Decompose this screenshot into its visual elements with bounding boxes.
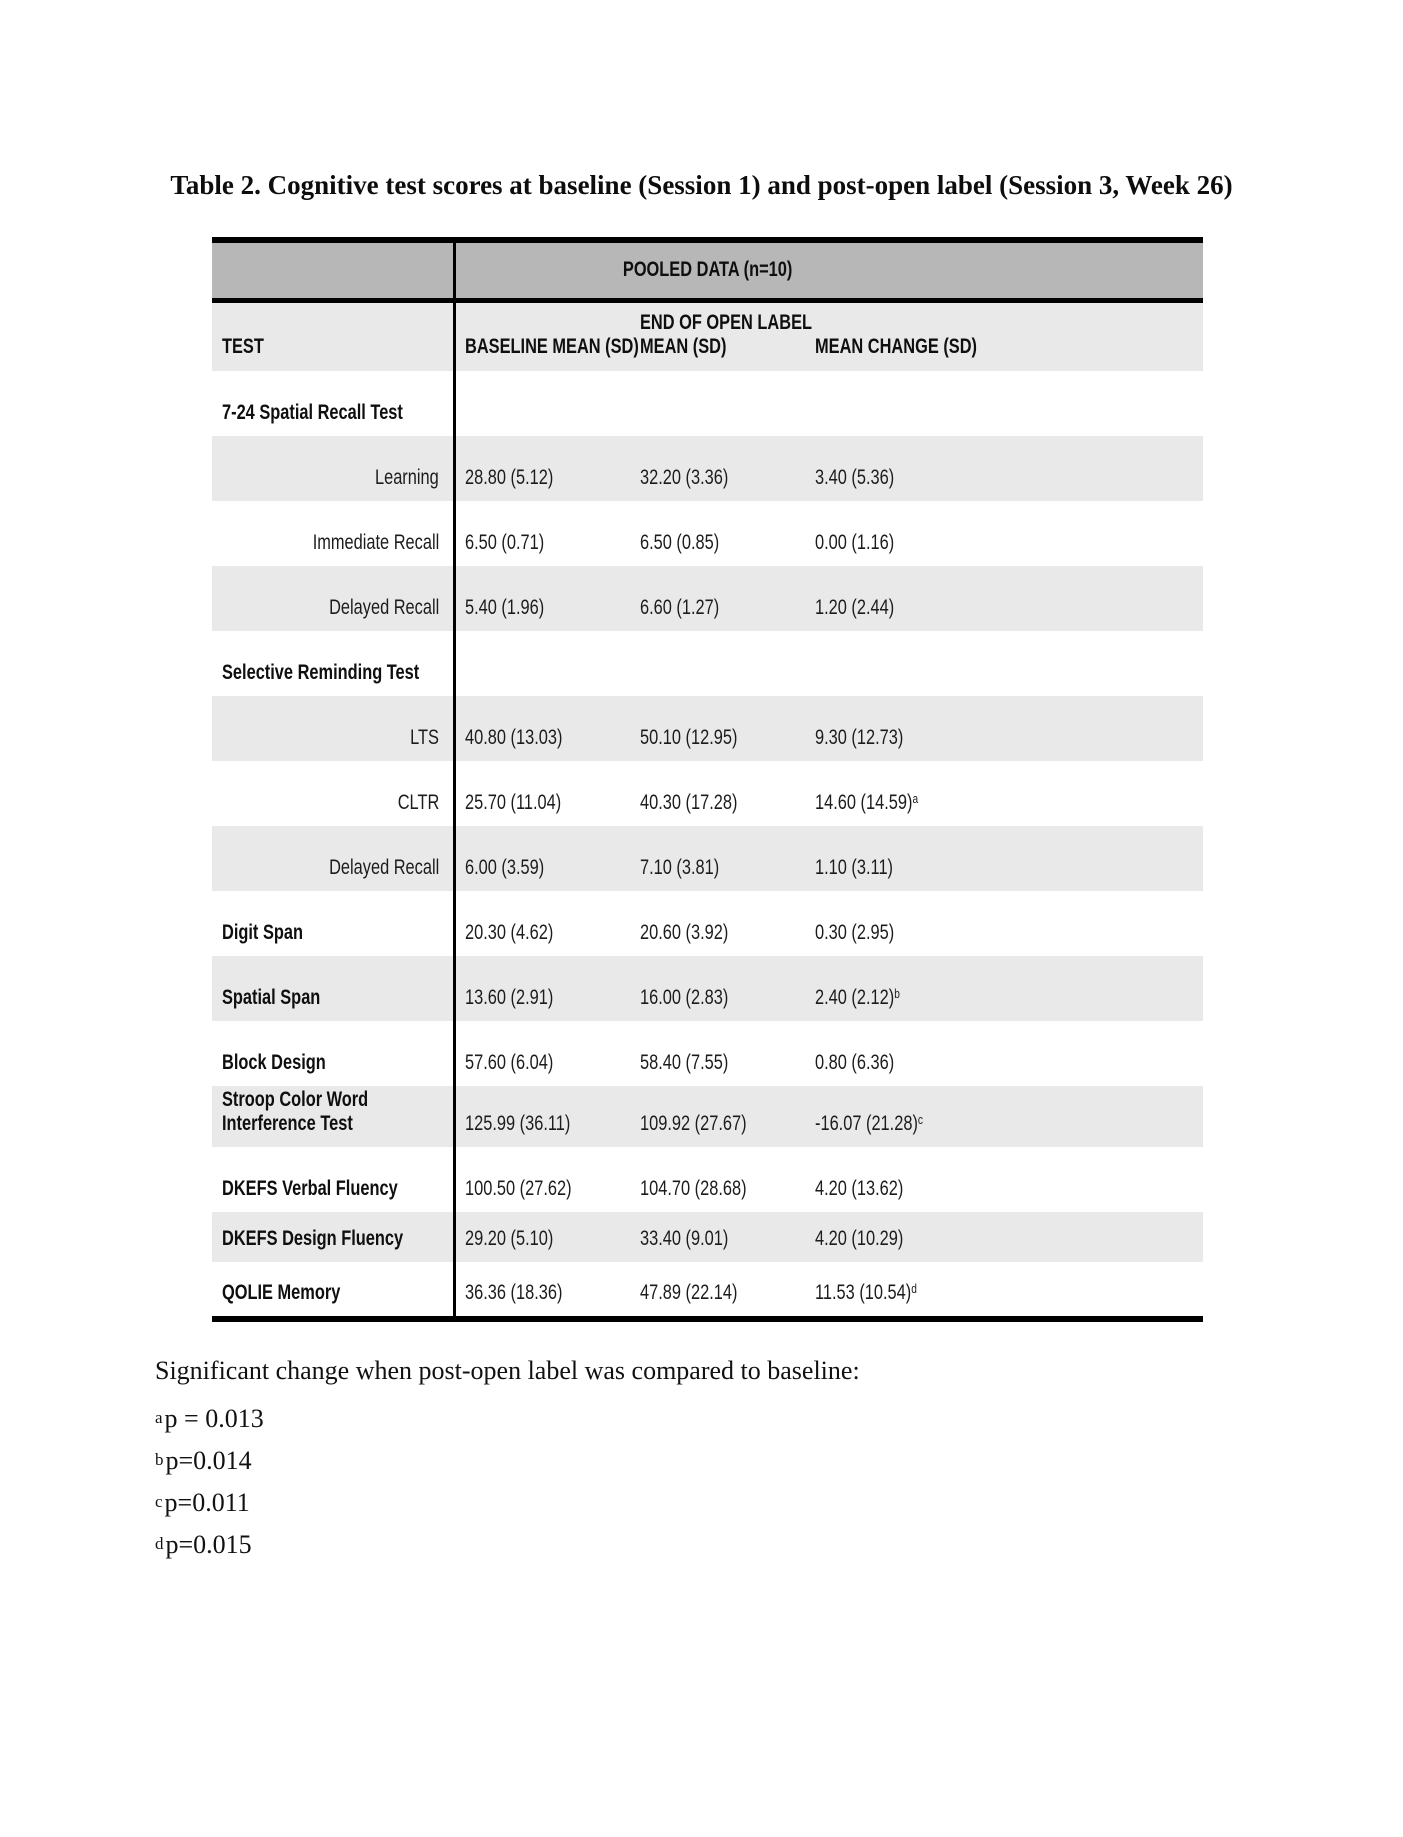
cognitive-scores-table: [212, 237, 1203, 1322]
baseline-value: 20.30 (4.62): [465, 920, 554, 944]
table-row: [212, 566, 1203, 631]
end-of-open-label-value-cell: [628, 956, 803, 1021]
mean-change-value: 1.20 (2.44): [815, 595, 895, 619]
end-of-open-label-value: 47.89 (22.14): [640, 1280, 738, 1304]
baseline-value-cell: [453, 761, 628, 826]
test-sub-label: Delayed Recall: [328, 855, 439, 879]
baseline-value-cell: [453, 1086, 628, 1147]
mean-change-value: 14.60 $(14.59)^a$: [815, 790, 919, 814]
table-row: [212, 891, 1203, 956]
test-label-cell: [212, 891, 453, 956]
test-label-cell: [212, 1262, 453, 1316]
mean-change-value-cell: [803, 1147, 1203, 1212]
column-divider-line: [453, 237, 456, 1322]
table-row: [212, 501, 1203, 566]
end-of-open-label-value: 32.20 (3.36): [640, 465, 729, 489]
baseline-value-cell: [453, 1147, 628, 1212]
footnote-text: p=0.015: [165, 1530, 252, 1559]
baseline-value: 5.40 (1.96): [465, 595, 545, 619]
baseline-value-cell: [453, 956, 628, 1021]
end-of-open-label-value: 104.70 (28.68): [640, 1176, 747, 1200]
significance-marker: c: [917, 1111, 923, 1127]
baseline-value: 57.60 (6.04): [465, 1050, 554, 1074]
mean-change-value-cell: [803, 566, 1203, 631]
table-row: [212, 371, 1203, 436]
end-of-open-label-value-cell: [628, 761, 803, 826]
footnote-line: $^a$ p = 0.013: [155, 1404, 264, 1433]
table-title: Table 2. Cognitive test scores at baseline (Session 1) and post-open label (Session 3, Week 26): [170, 170, 1233, 200]
test-sub-label: LTS: [410, 725, 439, 749]
end-of-open-label-value-cell: [628, 1147, 803, 1212]
mean-change-value-cell: [803, 371, 1203, 436]
footnote-text: p=0.011: [164, 1488, 250, 1517]
mean-change-value: 2.40 $(2.12)^b$: [815, 985, 900, 1009]
table-row: [212, 956, 1203, 1021]
mean-change-value-cell: [803, 1021, 1203, 1086]
end-of-open-label-value: 109.92 (27.67): [640, 1111, 747, 1135]
header-cell-end-of-open-label: [628, 303, 813, 371]
test-sub-label: Delayed Recall: [328, 595, 439, 619]
footnote-list: [155, 1392, 264, 1560]
significance-marker: a: [912, 790, 919, 806]
mean-change-value-cell: [803, 1262, 1203, 1316]
table-row: [212, 826, 1203, 891]
test-label-cell: [212, 501, 453, 566]
footnote-intro: Significant change when post-open label was compared to baseline:: [155, 1356, 860, 1385]
baseline-value-cell: [453, 1021, 628, 1086]
baseline-value-cell: [453, 501, 628, 566]
table-row: [212, 1021, 1203, 1086]
mean-change-value: 4.20 (10.29): [815, 1226, 904, 1250]
test-label-line: 7-24 Spatial Recall Test: [222, 400, 403, 424]
test-label-line: Spatial Span: [222, 985, 321, 1009]
end-of-open-label-value: 20.60 (3.92): [640, 920, 729, 944]
mean-change-value: 11.53 $(10.54)^d$: [815, 1280, 917, 1304]
baseline-value: 36.36 (18.36): [465, 1280, 563, 1304]
table-row: [212, 761, 1203, 826]
end-of-open-label-value-cell: [628, 696, 803, 761]
test-label: [222, 1177, 447, 1201]
baseline-value: 25.70 (11.04): [465, 790, 562, 814]
end-of-open-label-value-cell: [628, 501, 803, 566]
test-label: [222, 1281, 374, 1305]
mean-change-value-cell: [803, 891, 1203, 956]
header-cell-mean-change: [803, 303, 1203, 371]
baseline-value: 40.80 (13.03): [465, 725, 563, 749]
table-row: [212, 436, 1203, 501]
table-row: [212, 1212, 1203, 1262]
mean-change-value-cell: [803, 1086, 1203, 1147]
test-label-cell: [212, 761, 453, 826]
test-label-line: QOLIE Memory: [222, 1280, 341, 1304]
end-of-open-label-value: 40.30 (17.28): [640, 790, 738, 814]
footnote-text: p=0.014: [165, 1446, 252, 1475]
table-row: [212, 1262, 1203, 1316]
baseline-value: 6.50 (0.71): [465, 530, 545, 554]
end-of-open-label-value-cell: [628, 1212, 803, 1262]
end-of-open-label-value: 7.10 (3.81): [640, 855, 720, 879]
test-label: [222, 986, 348, 1010]
test-label-cell: [212, 956, 453, 1021]
mean-change-value: 0.80 (6.36): [815, 1050, 895, 1074]
baseline-value-cell: [453, 631, 628, 696]
mean-change-value-cell: [803, 826, 1203, 891]
header-end-label-line2: MEAN (SD): [640, 334, 727, 358]
table-rows: [212, 371, 1203, 1316]
baseline-value: 29.20 (5.10): [465, 1226, 554, 1250]
baseline-value-cell: [453, 436, 628, 501]
end-of-open-label-value-cell: [628, 631, 803, 696]
test-label-line: Stroop Color Word: [222, 1087, 369, 1111]
test-label-cell: [212, 1021, 453, 1086]
baseline-value-cell: [453, 696, 628, 761]
baseline-value-cell: [453, 371, 628, 436]
significance-marker: b: [894, 985, 900, 1001]
end-of-open-label-value-cell: [628, 566, 803, 631]
test-label-cell: [212, 1086, 453, 1147]
mean-change-value-cell: [803, 1212, 1203, 1262]
end-of-open-label-value: 58.40 (7.55): [640, 1050, 729, 1074]
mean-change-value: 0.30 (2.95): [815, 920, 895, 944]
mean-change-value-cell: [803, 501, 1203, 566]
mean-change-value-cell: [803, 436, 1203, 501]
mean-change-value-cell: [803, 761, 1203, 826]
mean-change-value: 3.40 (5.36): [815, 465, 895, 489]
end-of-open-label-value: 33.40 (9.01): [640, 1226, 729, 1250]
test-label: [222, 661, 475, 685]
test-label-cell: [212, 631, 453, 696]
header-change-label: MEAN CHANGE (SD): [815, 334, 977, 358]
end-of-open-label-value-cell: [628, 891, 803, 956]
end-of-open-label-value-cell: [628, 1021, 803, 1086]
end-of-open-label-value-cell: [628, 371, 803, 436]
end-of-open-label-value-cell: [628, 1262, 803, 1316]
footnote-text: p = 0.013: [164, 1404, 264, 1433]
test-label-line: DKEFS Verbal Fluency: [222, 1176, 398, 1200]
test-label-cell: [212, 696, 453, 761]
header-baseline-label: BASELINE MEAN (SD): [465, 334, 639, 358]
end-of-open-label-value-cell: [628, 436, 803, 501]
end-of-open-label-value: 6.50 (0.85): [640, 530, 720, 554]
table-row: [212, 1086, 1203, 1147]
test-label-line: Digit Span: [222, 920, 303, 944]
test-label: [222, 1051, 355, 1075]
test-label-cell: [212, 436, 453, 501]
mean-change-value: 9.30 (12.73): [815, 725, 904, 749]
baseline-value-cell: [453, 891, 628, 956]
test-sub-label: Learning: [375, 465, 439, 489]
test-label-cell: [212, 566, 453, 631]
test-label: [222, 401, 454, 425]
table-row: [212, 631, 1203, 696]
table-header-row: [212, 303, 1203, 371]
test-sub-label: Immediate Recall: [312, 530, 439, 554]
mean-change-value: -16.07 $(21.28)^c$: [815, 1111, 923, 1135]
header-test-label: TEST: [222, 334, 264, 358]
end-of-open-label-value: 6.60 (1.27): [640, 595, 720, 619]
end-of-open-label-value-cell: [628, 1086, 803, 1147]
test-label: [222, 1227, 454, 1251]
mean-change-value: 4.20 (13.62): [815, 1176, 904, 1200]
end-of-open-label-value-cell: [628, 826, 803, 891]
mean-change-value-cell: [803, 956, 1203, 1021]
test-label: [222, 921, 326, 945]
test-label-line: Block Design: [222, 1050, 326, 1074]
significance-marker: d: [911, 1280, 917, 1296]
mean-change-value: 1.10 (3.11): [815, 855, 894, 879]
header-end-label-line1: END OF OPEN LABEL: [640, 310, 813, 334]
footnote-line: $^b$ p=0.014: [155, 1446, 252, 1475]
pooled-data-label: POOLED DATA (n=10): [622, 258, 793, 282]
test-label-cell: [212, 1147, 453, 1212]
baseline-value: 28.80 (5.12): [465, 465, 554, 489]
baseline-value-cell: [453, 1212, 628, 1262]
baseline-value-cell: [453, 1262, 628, 1316]
mean-change-value: 0.00 (1.16): [815, 530, 895, 554]
footnote-line: $^c$ p=0.011: [155, 1488, 250, 1517]
test-label-line: DKEFS Design Fluency: [222, 1226, 404, 1250]
baseline-value-cell: [453, 826, 628, 891]
end-of-open-label-value: 16.00 (2.83): [640, 985, 729, 1009]
baseline-value-cell: [453, 566, 628, 631]
baseline-value: 100.50 (27.62): [465, 1176, 572, 1200]
test-label: [222, 1088, 409, 1136]
test-label-line: Selective Reminding Test: [222, 660, 420, 684]
test-sub-label: CLTR: [397, 790, 439, 814]
table-row: [212, 1147, 1203, 1212]
table-row: [212, 696, 1203, 761]
header-cell-baseline: [453, 303, 639, 371]
pooled-data-band: [212, 237, 1203, 303]
test-label-cell: [212, 826, 453, 891]
baseline-value: 125.99 (36.11): [465, 1111, 571, 1135]
test-label-line: Interference Test: [222, 1111, 353, 1135]
end-of-open-label-value: 50.10 (12.95): [640, 725, 738, 749]
baseline-value: 13.60 (2.91): [465, 985, 554, 1009]
mean-change-value-cell: [803, 696, 1203, 761]
baseline-value: 6.00 (3.59): [465, 855, 545, 879]
test-label-cell: [212, 1212, 453, 1262]
footnote-line: $^d$ p=0.015: [155, 1530, 252, 1559]
test-label-cell: [212, 371, 453, 436]
header-cell-test: [212, 303, 453, 371]
table-bottom-border: [212, 1316, 1203, 1322]
mean-change-value-cell: [803, 631, 1203, 696]
